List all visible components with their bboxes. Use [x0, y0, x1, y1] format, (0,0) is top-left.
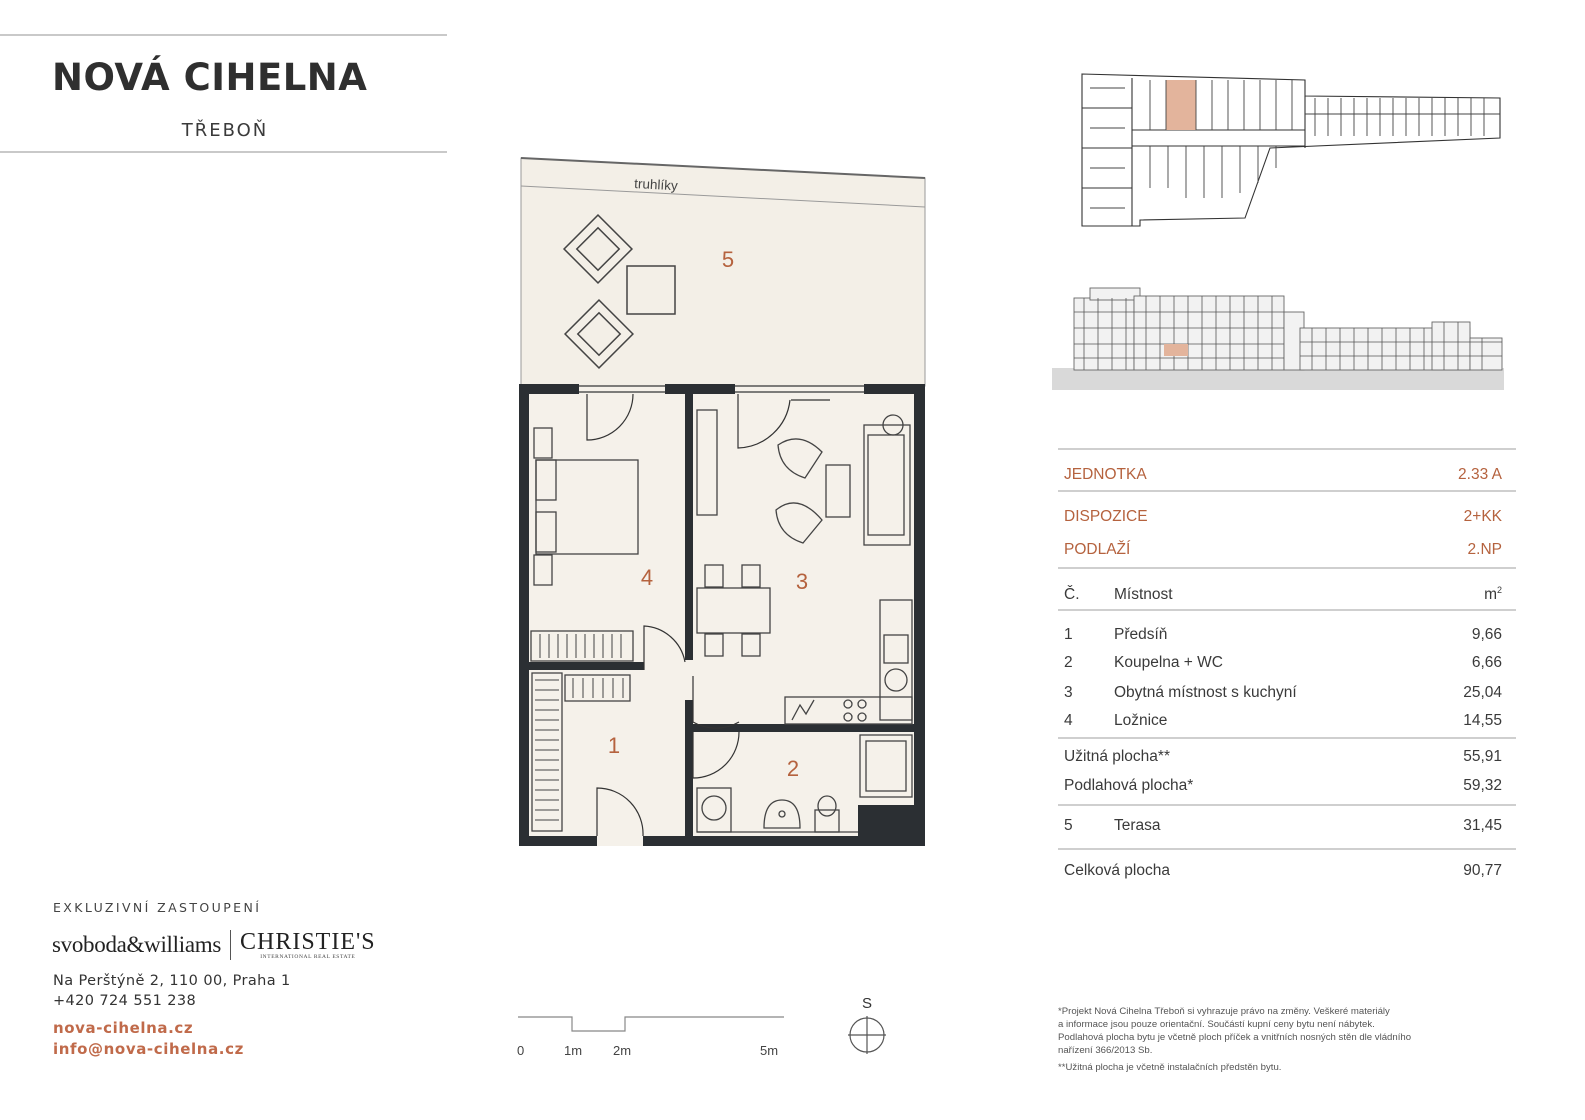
unit-row — [1064, 466, 1502, 484]
brand-title: NOVÁ CIHELNA — [52, 56, 368, 99]
footnote-5: **Užitná plocha je včetně instalačních předstěn bytu. — [1058, 1062, 1282, 1073]
brand-subtitle: TŘEBOŇ — [181, 120, 269, 141]
col-unit-header: $m^2$ — [1484, 585, 1502, 604]
layout-value: 2+KK — [1463, 508, 1502, 525]
room-number: 1 — [1064, 626, 1073, 643]
total-area-row — [1064, 862, 1502, 880]
room-area: 14,55 — [1463, 712, 1502, 729]
useful-area-row — [1064, 748, 1502, 766]
scale-label-0: 0 — [517, 1043, 525, 1058]
room-name: Ložnice — [1114, 712, 1168, 729]
scale-bar — [510, 1005, 800, 1045]
footnote-2: a informace jsou pouze orientační. Součástí kupní ceny bytu není nábytek. — [1058, 1019, 1375, 1030]
scale-label-5m: 5m — [760, 1043, 779, 1058]
ground — [1052, 368, 1504, 390]
room-area: 25,04 — [1463, 684, 1502, 701]
logo-divider — [230, 930, 231, 960]
room-number-5: 5 — [721, 247, 735, 272]
agency-name: svoboda&williams — [52, 932, 221, 957]
room-name: Koupelna + WC — [1114, 654, 1223, 671]
unit-elevation-highlight — [1164, 344, 1188, 356]
footnote-4: nařízení 366/2013 Sb. — [1058, 1045, 1153, 1056]
floor-row — [1064, 541, 1502, 559]
table-row — [1064, 684, 1502, 702]
room-number: 3 — [1064, 684, 1073, 701]
header-bottom-rule — [0, 151, 447, 153]
total-area-value: 90,77 — [1463, 862, 1502, 879]
room-number: 4 — [1064, 712, 1073, 729]
terrace-area-value: 31,45 — [1463, 817, 1502, 834]
header-top-rule — [0, 34, 447, 36]
useful-area-label: Užitná plocha** — [1064, 748, 1170, 765]
table-row — [1064, 712, 1502, 730]
floor-label: PODLAŽÍ — [1064, 541, 1131, 558]
room-name: Předsíň — [1114, 626, 1168, 643]
floor-area-row — [1064, 777, 1502, 795]
compass-icon — [847, 1015, 887, 1055]
room-number-1: 1 — [607, 733, 621, 758]
useful-area-value: 55,91 — [1463, 748, 1502, 765]
partner-subtitle: INTERNATIONAL REAL ESTATE — [260, 953, 356, 960]
room-number: 2 — [1064, 654, 1073, 671]
total-area-label: Celková plocha — [1064, 862, 1170, 879]
scale-label-2m: 2m — [613, 1043, 632, 1058]
table-header — [1064, 585, 1502, 604]
room-area: 9,66 — [1471, 626, 1502, 643]
layout-label: DISPOZICE — [1064, 508, 1148, 525]
table-row — [1064, 654, 1502, 672]
floor-area-value: 59,32 — [1463, 777, 1502, 794]
col-number-header: Č. — [1064, 585, 1080, 603]
layout-row — [1064, 508, 1502, 526]
floor-area-label: Podlahová plocha* — [1064, 777, 1194, 794]
room-number-3: 3 — [795, 569, 809, 594]
key-floor-plan — [1070, 68, 1510, 228]
representation-label: EXKLUZIVNÍ ZASTOUPENÍ — [53, 900, 262, 915]
agency-phone[interactable]: +420 724 551 238 — [53, 993, 197, 1009]
unit-label: JEDNOTKA — [1064, 466, 1147, 483]
col-room-header: Místnost — [1114, 585, 1173, 603]
room-area: 6,66 — [1471, 654, 1502, 671]
terrace-number: 5 — [1064, 817, 1073, 834]
footnote-1: *Projekt Nová Cihelna Třeboň si vyhrazuje právo na změny. Veškeré materiály — [1058, 1006, 1390, 1017]
table-row — [1064, 626, 1502, 644]
partner-name: CHRISTIE'S — [239, 928, 376, 955]
unit-value: 2.33 A — [1458, 466, 1502, 483]
floor-plan — [500, 150, 940, 860]
room-name: Obytná místnost s kuchyní — [1114, 684, 1297, 701]
footnote-3: Podlahová plocha bytu je včetně ploch příček a vnitřních nosných stěn dle vládního — [1058, 1032, 1412, 1043]
agency-logo — [52, 928, 376, 962]
planters-label: truhlíky — [633, 176, 679, 194]
building-elevation — [1050, 284, 1506, 394]
terrace-name: Terasa — [1114, 817, 1161, 834]
floor-value: 2.NP — [1467, 541, 1502, 558]
website-link[interactable]: nova-cihelna.cz — [53, 1019, 194, 1037]
partner-logo — [239, 928, 376, 960]
room-number-4: 4 — [640, 565, 654, 590]
unit-highlight — [1166, 80, 1196, 130]
terrace-area — [521, 158, 925, 386]
compass-label: S — [862, 995, 873, 1012]
terrace-row — [1064, 817, 1502, 835]
email-link[interactable]: info@nova-cihelna.cz — [53, 1040, 244, 1058]
scale-label-1m: 1m — [564, 1043, 583, 1058]
agency-address: Na Perštýně 2, 110 00, Praha 1 — [53, 973, 291, 989]
room-number-2: 2 — [786, 756, 800, 781]
